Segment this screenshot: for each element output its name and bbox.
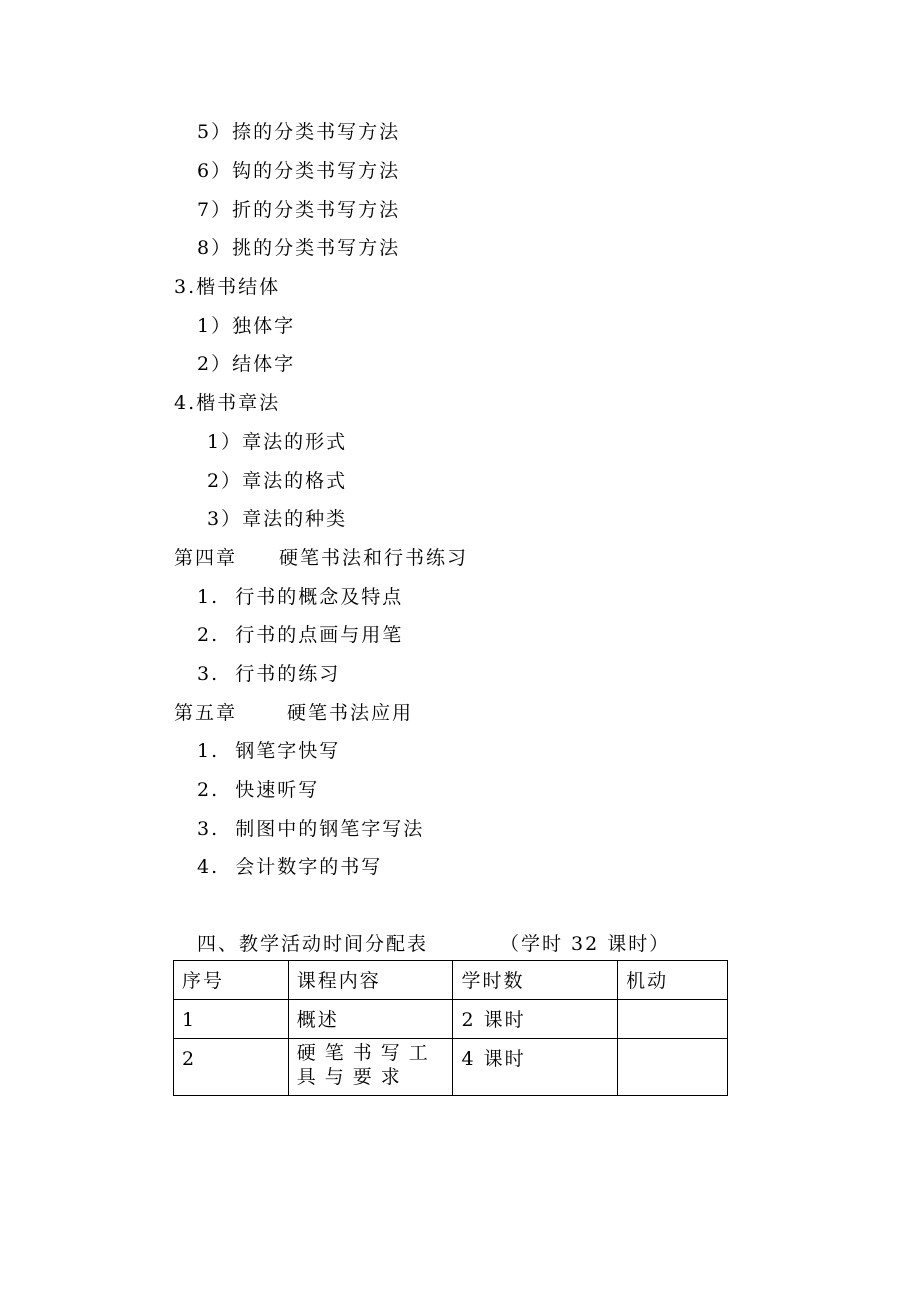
cell-index: 1	[174, 1000, 289, 1039]
cell-flex	[618, 1039, 728, 1096]
outline-item-9: 3）章法的种类	[207, 508, 348, 530]
outline-item-1: 5）捺的分类书写方法	[197, 121, 401, 143]
chapter-four-title: 第四章 硬笔书法和行书练习	[174, 547, 469, 569]
header-cell-flex: 机动	[618, 961, 728, 1000]
cell-hours: 2 课时	[453, 1000, 618, 1039]
outline-item-2: 6）钩的分类书写方法	[197, 160, 401, 182]
cell-content: 概述	[288, 1000, 453, 1039]
outline-item-14: 2. 快速听写	[197, 779, 320, 801]
header-cell-content: 课程内容	[288, 961, 453, 1000]
outline-item-6: 2）结体字	[197, 353, 296, 375]
outline-heading-4: 4.楷书章法	[174, 392, 281, 414]
outline-heading-3: 3.楷书结体	[174, 276, 281, 298]
header-cell-hours: 学时数	[453, 961, 618, 1000]
cell-flex	[618, 1000, 728, 1039]
outline-item-10: 1. 行书的概念及特点	[197, 586, 404, 608]
outline-item-7: 1）章法的形式	[207, 431, 348, 453]
outline-item-3: 7）折的分类书写方法	[197, 199, 401, 221]
chapter-five-title: 第五章 硬笔书法应用	[174, 702, 414, 724]
table-row	[174, 1000, 728, 1039]
table-header-row	[174, 961, 728, 1000]
outline-item-12: 3. 行书的练习	[197, 663, 341, 685]
time-allocation-table	[173, 960, 728, 1096]
outline-item-11: 2. 行书的点画与用笔	[197, 624, 404, 646]
cell-content: 硬笔书写工具与要求	[288, 1039, 453, 1096]
outline-item-4: 8）挑的分类书写方法	[197, 237, 401, 259]
section-heading-hours: （学时 32 课时）	[500, 933, 671, 955]
cell-hours: 4 课时	[453, 1039, 618, 1096]
table-row	[174, 1039, 728, 1096]
outline-item-16: 4. 会计数字的书写	[197, 856, 383, 878]
outline-item-8: 2）章法的格式	[207, 470, 348, 492]
section-heading-title: 四、教学活动时间分配表	[197, 933, 429, 955]
header-cell-index: 序号	[174, 961, 289, 1000]
cell-index: 2	[174, 1039, 289, 1096]
outline-item-13: 1. 钢笔字快写	[197, 740, 341, 762]
outline-item-5: 1）独体字	[197, 315, 296, 337]
outline-item-15: 3. 制图中的钢笔字写法	[197, 818, 425, 840]
